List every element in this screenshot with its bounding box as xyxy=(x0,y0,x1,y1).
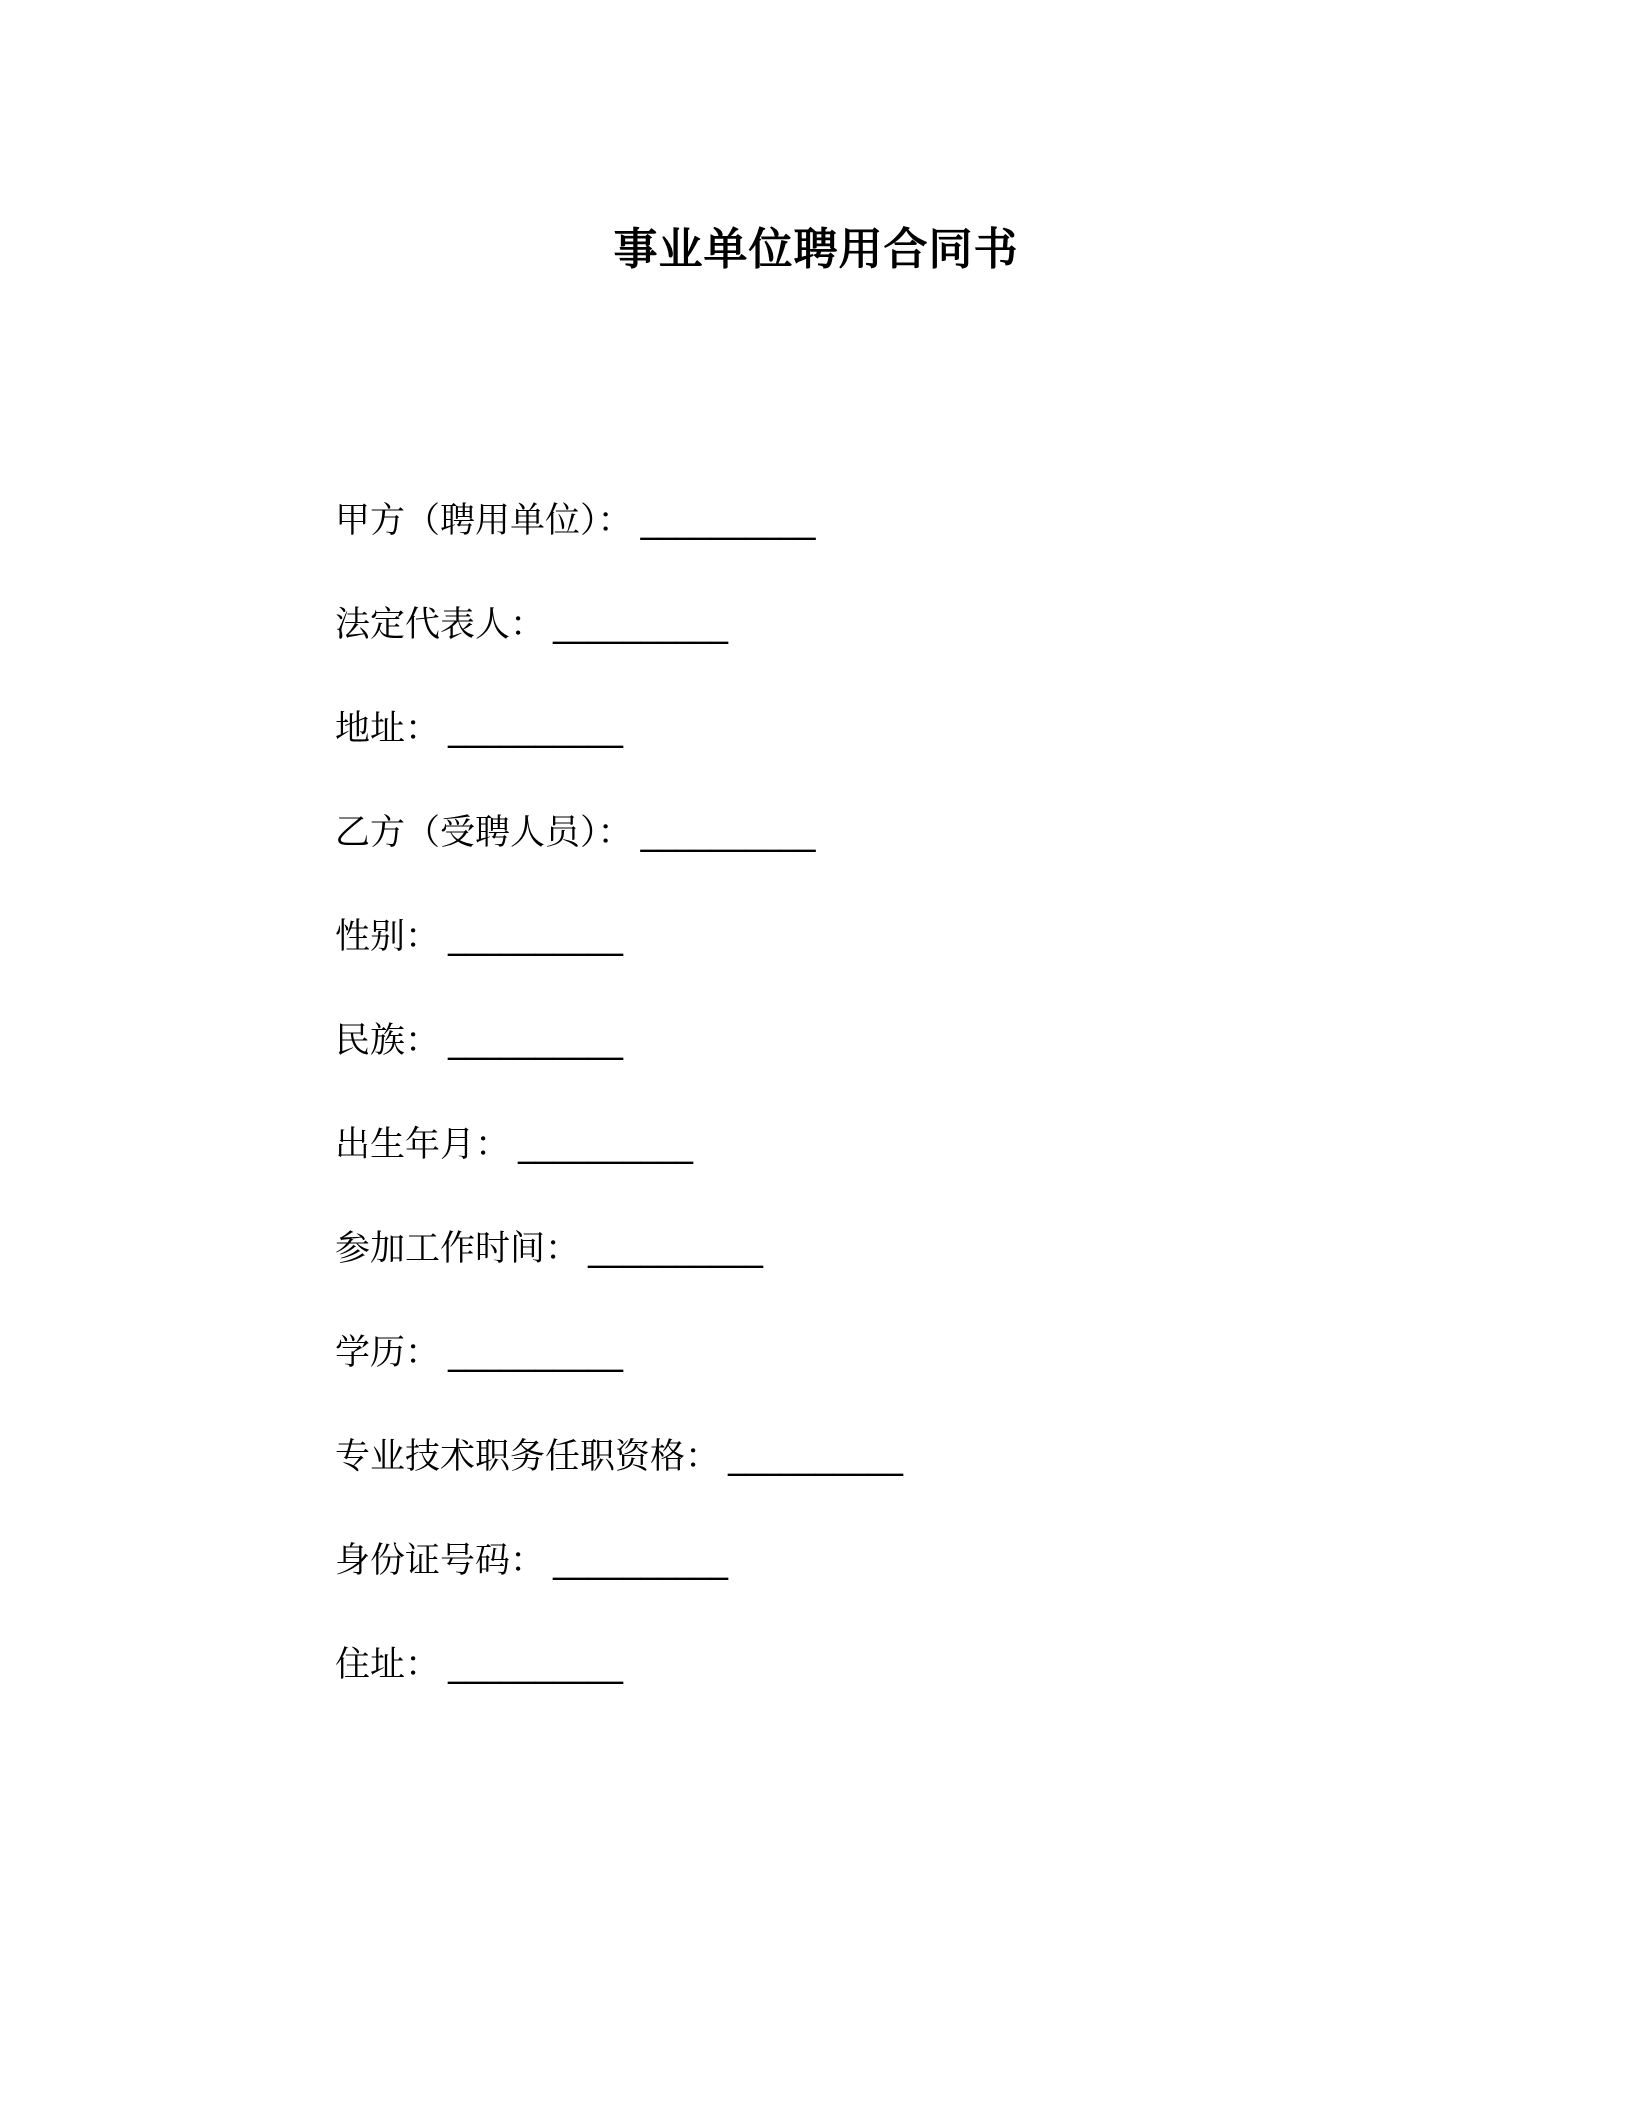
fill-in-blank: __________ xyxy=(448,1333,624,1373)
field-label: 出生年月： xyxy=(335,1125,511,1165)
fill-in-blank: __________ xyxy=(640,501,816,541)
field-residence xyxy=(335,1640,1435,1744)
fill-in-blank: __________ xyxy=(553,1541,729,1581)
field-address xyxy=(335,704,1435,808)
fill-in-blank: __________ xyxy=(448,1021,624,1061)
fill-in-blank: __________ xyxy=(448,1645,624,1685)
field-legal-representative xyxy=(335,600,1435,704)
document-title: 事业单位聘用合同书 xyxy=(613,224,1019,275)
field-education xyxy=(335,1328,1435,1432)
field-label: 身份证号码： xyxy=(335,1541,546,1581)
party-info-fields xyxy=(335,496,1435,1744)
field-gender xyxy=(335,912,1435,1016)
fill-in-blank: __________ xyxy=(728,1437,904,1477)
field-label: 专业技术职务任职资格： xyxy=(335,1437,721,1477)
field-party-a xyxy=(335,496,1435,600)
field-label: 性别： xyxy=(335,917,441,957)
fill-in-blank: __________ xyxy=(553,605,729,645)
field-birth-date xyxy=(335,1120,1435,1224)
field-professional-qualification xyxy=(335,1432,1435,1536)
field-label: 地址： xyxy=(335,709,441,749)
field-ethnicity xyxy=(335,1016,1435,1120)
field-label: 住址： xyxy=(335,1645,441,1685)
field-label: 民族： xyxy=(335,1021,441,1061)
field-label: 学历： xyxy=(335,1333,441,1373)
fill-in-blank: __________ xyxy=(448,917,624,957)
field-label: 乙方（受聘人员）： xyxy=(335,813,633,853)
fill-in-blank: __________ xyxy=(588,1229,764,1269)
fill-in-blank: __________ xyxy=(518,1125,694,1165)
field-label: 甲方（聘用单位）： xyxy=(335,501,633,541)
fill-in-blank: __________ xyxy=(640,813,816,853)
field-label: 参加工作时间： xyxy=(335,1229,581,1269)
field-label: 法定代表人： xyxy=(335,605,546,645)
fill-in-blank: __________ xyxy=(448,709,624,749)
field-party-b xyxy=(335,808,1435,912)
field-work-start-date xyxy=(335,1224,1435,1328)
field-id-number xyxy=(335,1536,1435,1640)
